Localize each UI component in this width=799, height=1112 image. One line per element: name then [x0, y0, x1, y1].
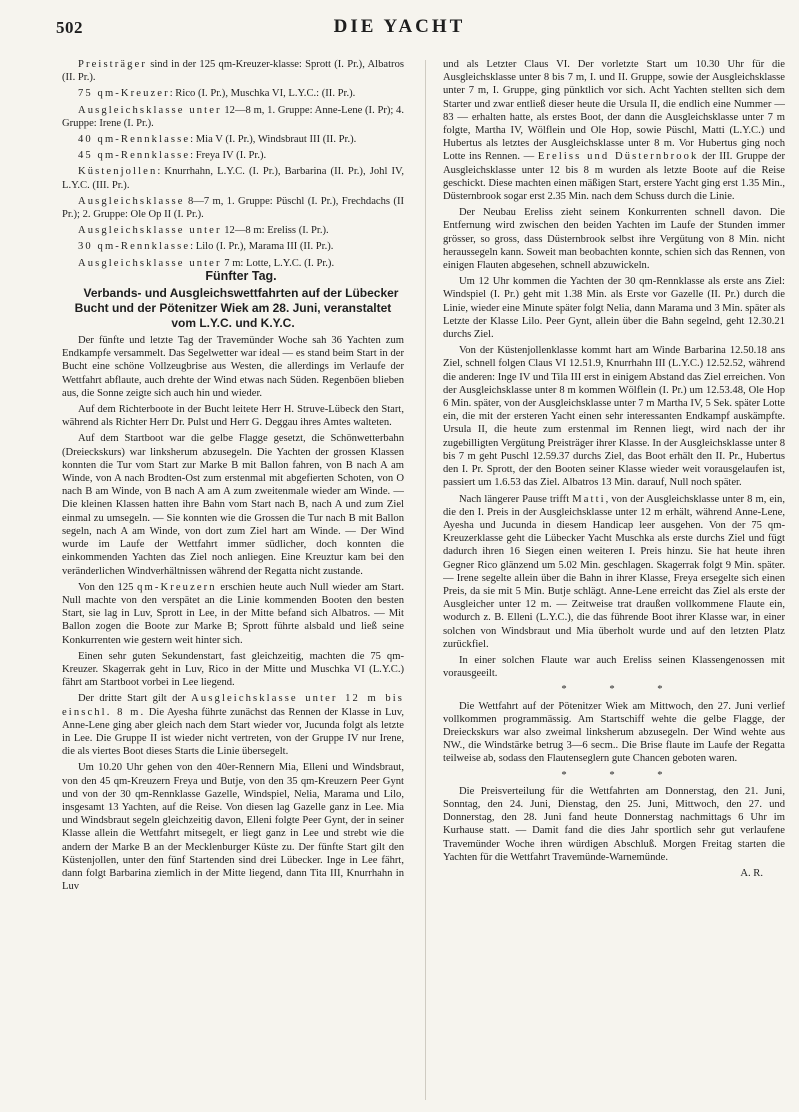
- column-divider: [425, 60, 426, 1100]
- paragraph: Der fünfte und letzte Tag der Travemünder Woche sah 36 Yachten zum Endkampfe versammelt. Das Segelwetter war ideal — es stand beim Start in der Bucht eine schöne Vollzeugbrise aus Westen, die allerdings im Verlaufe der Wettfahrt abflaute, auch drehte der Wind etwas nach Süden. Regenböen blieben aus, die Sonne zeigte sich auch hin und wieder.: [62, 335, 404, 399]
- running-title: DIE YACHT: [333, 16, 466, 37]
- result-ausgleich-7: Ausgleichsklasse unter 7 m: Lotte, L.Y.C. (I. Pr.).: [78, 257, 335, 269]
- result-125qm: Preisträger sind in der 125 qm-Kreuzer-klasse: Sprott (I. Pr.), Albatros (II. Pr.).: [62, 59, 404, 84]
- section-subtitle: Verbands- und Ausgleichswettfahrten auf der Lübecker Bucht und der Pötenitzer Wiek am 28. Juni, veranstaltet vom L.Y.C. und K.Y.C.: [74, 286, 399, 331]
- paragraph: Von der Küstenjollenklasse kommt hart am Winde Barbarina 12.50.18 ans Ziel, schnell folgen Claus VI 12.51.9, Knurrhahn III (L.Y.C.) 12.52.52, während die anderen: Inge IV und Tila III erst in einigem Abstand das Ziel erreichen. Von der Ausgleichsklasse unter 8 m kommen Wölflein (I. Pr.) um 12.53.48, Ole Hop 6 Min. später, von der Ausgleichsklasse unter 7 m Martha IV, 5 Sek. später Lotte ein, die mit der ersteren Yacht einen sehr interessanten Endkampf auskämpfte. Ursula II, die heute zum erstenmal im Rennen liegt, wird nach der ihr zugebilligten Vergütung Preisträger ihrer Klasse. In der Ausgleichsklasse unter 8 bis 7 m geht Puschl 12.59.37 durchs Ziel, das Boot erhält den II. Pr., Hubertus den I. Pr. Sprott, der den Booten seiner Klasse wieder weit vorausgelaufen ist, passiert um 1.6.53 das Ziel. Albatros 13 Min. darauf, Null noch später.: [443, 345, 785, 489]
- right-column: [443, 58, 785, 1103]
- section-separator: * * *: [561, 684, 683, 696]
- result-ausgleich-12-8-gr3: Ausgleichsklasse unter 12—8 m: Ereliss (I. Pr.).: [78, 225, 329, 237]
- section-separator: * * *: [561, 769, 683, 781]
- result-75qm: 75 qm-Kreuzer: Rico (I. Pr.), Muschka VI, L.Y.C.: (II. Pr.).: [78, 88, 356, 100]
- result-kuestenjollen: Küstenjollen: Knurrhahn, L.Y.C. (I. Pr.), Barbarina (II. Pr.), Johl IV, L.Y.C. (III. Pr.).: [62, 166, 404, 191]
- paragraph: Die Wettfahrt auf der Pötenitzer Wiek am Mittwoch, den 27. Juni verlief vollkommen programmässig. Am Startschiff wehte die gelbe Flagge, der Dreieckskurs war also zweimal linksherum abzusegeln. Der Wind wehte aus NW., die Windstärke betrug 3—6 secm.. Die Brise flaute im Laufe der Regatta teilweise ab, sodass den Flautenseglern gute Chancen geboten waren.: [443, 700, 785, 765]
- paragraph: Der dritte Start gilt der Ausgleichsklasse unter 12 m bis einschl. 8 m. Die Ayesha führte zunächst das Rennen der Klasse in Luv, Anne-Lene ging aber gleich nach dem Start wieder vor, Jucunda folgt als letzte in Lee. Die Gruppe II ist wieder nicht vertreten, von der Gruppe IV nur Irene, die als viertes Boot dieses Starts die Linie übersegelt.: [62, 693, 404, 758]
- paragraph: Auf dem Richterboote in der Bucht leitete Herr H. Struve-Lübeck den Start, während als Richter Herr Dr. Pulst und Herr G. Deggau ihres Amtes walteten.: [62, 404, 404, 429]
- paragraph: Von den 125 qm-Kreuzern erschien heute auch Null wieder am Start. Null machte von den verspätet an die Linie kommenden Booten den besten Start, sie lag in Luv, Sprott in Lee, in der Mitte befand sich Albatros. — Mit Ballon zogen die Boote zur Marke B; Sprott führte alsbald und ließ seine Konkurrenten wie gestern weit hinter sich.: [62, 581, 404, 646]
- page-header: [0, 14, 799, 42]
- author-signature: A. R.: [740, 867, 763, 879]
- page-number: 502: [56, 18, 83, 37]
- result-ausgleich-8-7: Ausgleichsklasse 8—7 m, 1. Gruppe: Püschl (I. Pr.), Frechdachs (II Pr.); 2. Gruppe: Ole Op II (I. Pr.).: [62, 195, 404, 221]
- paragraph: Um 10.20 Uhr gehen von den 40er-Rennern Mia, Elleni und Windsbraut, von den 45 qm-Kreuzern Freya und Butje, von den 35 qm-Kreuzern Peer Gynt und von der 30 qm-Rennklasse Gazelle, Windspiel, Nelia, Marama und Lilo, insgesamt 13 Yachten, auf die Reise. Von diesen lag Gazelle ganz in Lee. Mia und Windsbraut segeln gleichzeitig davon, Elleni folgte Peer Gynt, der in seiner Klasse allein die Wettfahrt mitsegelt, er liegt ganz in Lee und strebt wie die andern der Marke B an der Mecklenburger Küste zu. Der fünfte Start gilt den Küstenjollen, unter den fünf Startenden sind drei Lübecker. Inge in Lee fährt, dann folgt Barbarina ziemlich in der Mitte liegend, dann Tita III, Knurrhahn in Luv: [62, 762, 404, 893]
- result-30qm: 30 qm-Rennklasse: Lilo (I. Pr.), Marama III (II. Pr.).: [78, 241, 334, 253]
- section-title: Fünfter Tag.: [205, 268, 277, 283]
- paragraph: Die Preisverteilung für die Wettfahrten am Donnerstag, den 21. Juni, Sonntag, den 24. Juni, Dienstag, den 25. Juni, Mittwoch, den 27. und Donnerstag, den 28. Juni fand heute Donnerstag nachmittags 6 Uhr im Kurhause statt. — Damit fand die dies Jahr sportlich sehr gut verlaufene Travemünder Woche ihren würdigen Abschluß. Morgen Freitag starten die Yachten für die Wettfahrt Travemünde-Warnemünde.: [443, 785, 785, 863]
- paragraph: In einer solchen Flaute war auch Ereliss seinen Klassengenossen mit vorausgeeilt.: [443, 654, 785, 680]
- paragraph: Der Neubau Ereliss zieht seinem Konkurrenten schnell davon. Die Entfernung wird zwischen den beiden Yachten im Laufe der Stunden immer grösser, so gross, dass Düsternbrook selbst ihre Vergütung von 8 Min. nicht heraussegeln kann. Soweit man beobachten konnte, schien sich das Rennen, von einigen Flauten abgesehen, schnell abzuwickeln.: [443, 207, 785, 272]
- result-ausgleich-12-8: Ausgleichsklasse unter 12—8 m, 1. Gruppe: Anne-Lene (I. Pr); 4. Gruppe: Irene (I. Pr.).: [62, 104, 404, 129]
- result-45qm: 45 qm-Rennklasse: Freya IV (I. Pr.).: [78, 150, 267, 162]
- paragraph: Einen sehr guten Sekundenstart, fast gleichzeitig, machten die 75 qm-Kreuzer. Skagerrak geht in Luv, Rico in der Mitte und Muschka VI (L.Y.C.) fährt am Startboot vorbei in Lee liegend.: [62, 650, 404, 689]
- prize-results: [62, 58, 404, 270]
- paragraph: Um 12 Uhr kommen die Yachten der 30 qm-Rennklasse als erste ans Ziel: Windspiel (I. Pr.) geht mit 1.38 Min. als Erste vor Gazelle (II. Pr.) durch die Linie, wieder eine Minute später folgt Nelia, dann Marama und 3 Min. später als Letzte der Klasse Lilo. Peer Gynt, allein über die Bahn segelnd, geht 12.30.21 durchs Ziel.: [443, 276, 785, 341]
- paragraph: Auf dem Startboot war die gelbe Flagge gesetzt, die Schönwetterbahn (Dreieckskurs) war linksherum abzusegeln. Die Yachten der grossen Klassen konnten die Tur vom Start zur Marke B mit Ballon fahren, von B nach A am Winde, von A nach Brodten-Ost zum erstenmal mit abgefierten Schoten, von O nach B am Winde, von B nach A am A zum zweitenmale wieder am Winde. — Die kleinen Klassen hatten ihre Bahn vom Start nach B, nach A und zum Ziel einmal zu umsegeln. — Sie konnten wie die Grossen die Tur nach B mit Ballon segeln, nach A am Winde, von dort zum Ziel hart am Winde. — Der Wind wurde im Laufe der Wettfahrt immer südlicher, doch konnten die einkommenden Yachten das Ziel noch anliegen. Eine Kreuztur kam bei den veränderlichen Windverhältnissen während der Regatta nicht zustande.: [62, 433, 404, 577]
- left-column: [62, 58, 404, 1103]
- paragraph: Nach längerer Pause trifft Matti, von der Ausgleichsklasse unter 8 m, ein, die den I. Preis in der Ausgleichsklasse unter 12 m erhält, während Anne-Lene, Ayesha und Jucunda in diesem Handicap leer ausgehen. Von der 75 qm-Kreuzerklasse geht die Lübecker Yacht Muschka als erste durchs Ziel und fügt dadurch ihren 16 Siegen einen weiteren I. Preis hinzu. Sie hat heute ihren Gegner Rico glänzend um 5.02 Min. geschlagen. Skagerrak folgt 9 Min. später. — Irene segelte allein über die Bahn in ihrer Klasse, Freya ersegelte sich einen Preis, da sie mit 5 Min. Butje schlägt. Anne-Lene erreicht das Ziel als erste der Ausgleicher unter 12 m. — Zeitweise trat draußen vollkommene Flaute ein, wodurch z. B. Elleni (L.Y.C.), die das führende Boot ihrer Klasse war, in einer solchen von Windsbraut und Mia überholt wurde und auf den letzten Platz zurückfiel.: [443, 493, 785, 650]
- result-40qm: 40 qm-Rennklasse: Mia V (I. Pr.), Windsbraut III (II. Pr.).: [78, 134, 357, 146]
- paragraph: und als Letzter Claus VI. Der vorletzte Start um 10.30 Uhr für die Ausgleichsklasse unter 8 bis 7 m, I. und II. Gruppe, sowie der Ausgleichsklasse unter 7 m, I. Gruppe, ging pünktlich vor sich. Acht Yachten stellten sich dem Starter und zwar entließ dieser heute die Ursula II, die endlich eine Nummer — 83 — erhalten hatte, als erstes Boot, der dann die Ausgleichsklasse unter 7 m folgte, Martha IV, Wölflein und Ole Hop, sowie Püschl, Matti (L.Y.C.) und Hubertus als letztes der Ausgleichsklasse unter 8 m. Vor Hubertus ging noch Lotte ins Rennen. — Ereliss und Düsternbrook der III. Gruppe der Ausgleichsklasse unter 12 bis 8 m wurden als letzte Boote auf die Reise geschickt. Diese machten einen mäßigen Start, erstere Yacht ging erst 1.35 Min., Düsternbrook sogar erst 2.35 Min. nach dem Schuss durch die Linie.: [443, 59, 785, 203]
